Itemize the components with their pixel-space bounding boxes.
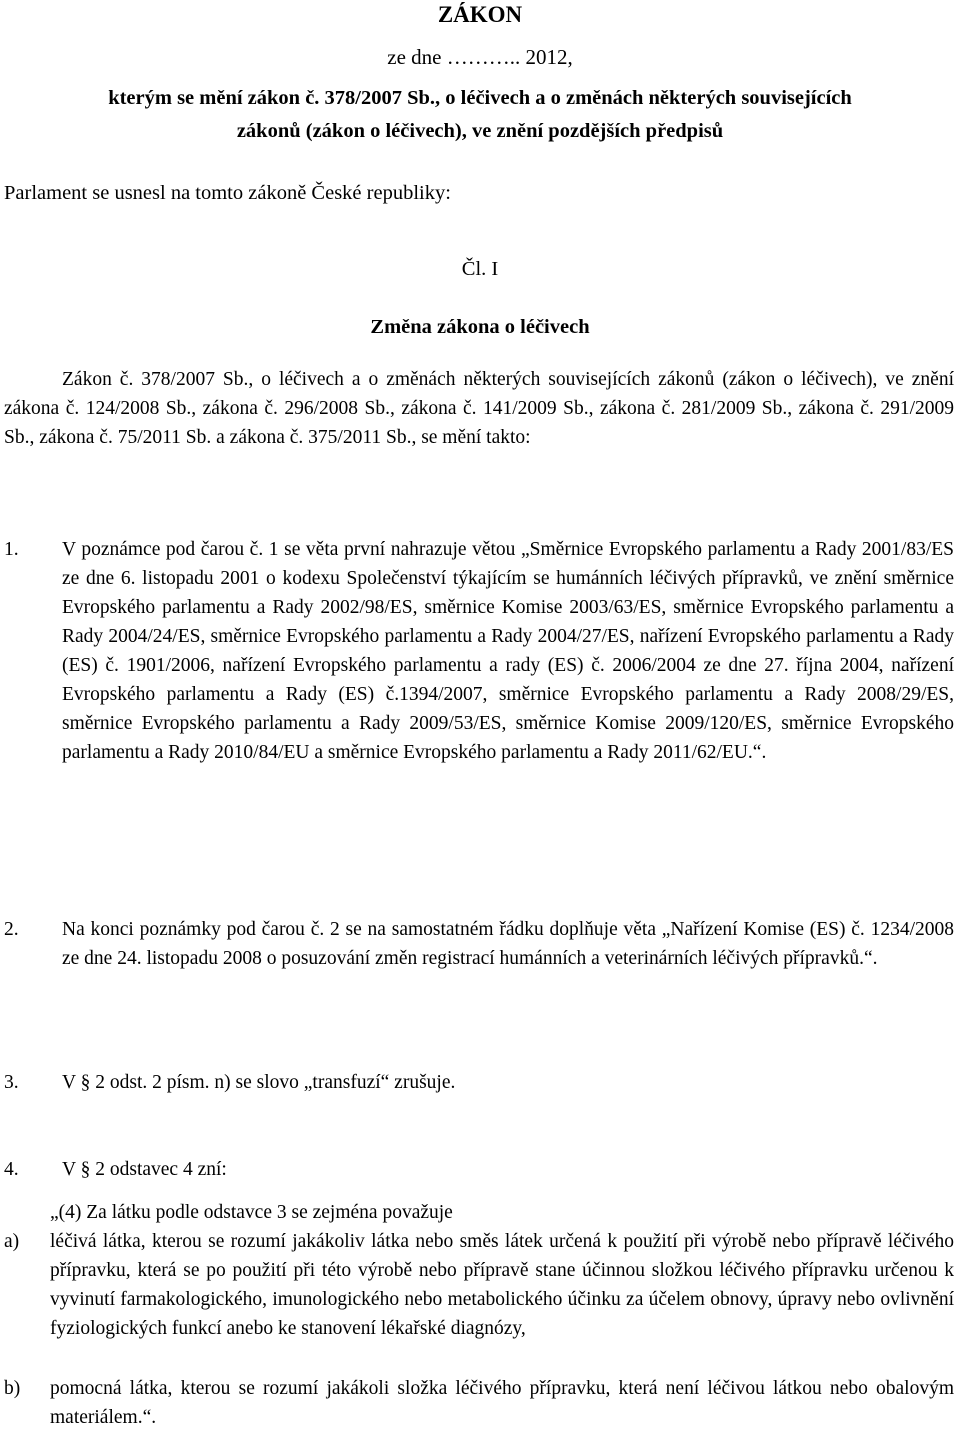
sub-item-label: b) — [4, 1378, 21, 1399]
amendment-item-2 — [4, 915, 954, 973]
article-heading: Změna zákona o léčivech — [370, 316, 590, 338]
amendment-item-3 — [4, 1068, 954, 1097]
sub-item-label: a) — [4, 1231, 20, 1252]
document-title: ZÁKON — [437, 2, 523, 27]
item-text: V § 2 odst. 2 písm. n) se slovo „transfuzí“ zrušuje. — [62, 1072, 456, 1093]
item-text: Na konci poznámky pod čarou č. 2 se na samostatném řádku doplňuje věta „Nařízení Komise (ES) č. 1234/2008 ze dne 24. listopadu 2008 o posuzování změn registrací humánních a veterinárních léčivých přípravků.“. — [62, 919, 954, 969]
item-text: V poznámce pod čarou č. 1 se věta první nahrazuje větou „Směrnice Evropského parlamentu a Rady 2001/83/ES ze dne 6. listopadu 2001 o kodexu Společenství týkajícím se humánních léčivých přípravků, ve znění směrnice Evropského parlamentu a Rady 2002/98/ES, směrnice Komise 2003/63/ES, směrnice Evropského parlamentu a Rady 2004/24/ES, směrnice Evropského parlamentu a Rady 2004/27/ES, nařízení Evropského parlamentu a Rady (ES) č. 1901/2006, nařízení Evropského parlamentu a rady (ES) č. 2006/2004 ze dne 27. října 2004, nařízení Evropského parlamentu a Rady (ES) č.1394/2007, směrnice Evropského parlamentu a Rady 2008/29/ES, směrnice Evropského parlamentu a Rady 2009/53/ES, směrnice Komise 2009/120/ES, směrnice Evropského parlamentu a Rady 2010/84/EU a směrnice Evropského parlamentu a Rady 2011/62/EU.“. — [62, 539, 954, 763]
date-line: ze dne ……….. 2012, — [387, 45, 573, 69]
preamble: Parlament se usnesl na tomto zákoně České republiky: — [4, 182, 451, 204]
amendment-item-1 — [4, 535, 954, 767]
amendment-item-4 — [4, 1155, 954, 1184]
quoted-paragraph-intro: „(4) Za látku podle odstavce 3 se zejména považuje — [50, 1202, 453, 1223]
sub-item-b — [4, 1374, 954, 1432]
sub-item-text: pomocná látka, kterou se rozumí jakákoli složka léčivého přípravku, která není léčivou látkou nebo obalovým materiálem.“. — [50, 1378, 954, 1428]
subtitle-line-1: kterým se mění zákon č. 378/2007 Sb., o léčivech a o změnách některých souvisejících — [108, 87, 852, 109]
document-subtitle — [60, 82, 900, 148]
sub-item-text: léčivá látka, kterou se rozumí jakákoliv látka nebo směs látek určená k použití při výrobě nebo přípravě léčivého přípravku, která se po použití při této výrobě nebo přípravě stane účinnou složkou léčivého přípravku určenou k vyvinutí farmakologického, imunologického nebo metabolického účinku za účelem obnovy, úpravy nebo ovlivnění fyziologických funkcí anebo ke stanovení lékařské diagnózy, — [50, 1231, 954, 1339]
sub-item-a — [4, 1227, 954, 1343]
intro-paragraph: Zákon č. 378/2007 Sb., o léčivech a o změnách některých souvisejících zákonů (zákon o léčivech), ve znění zákona č. 124/2008 Sb., zákona č. 296/2008 Sb., zákona č. 141/2009 Sb., zákona č. 281/2009 Sb., zákona č. 291/2009 Sb., zákona č. 75/2011 Sb. a zákona č. 375/2011 Sb., se mění takto: — [4, 369, 954, 448]
subtitle-line-2: zákonů (zákon o léčivech), ve znění pozdějších předpisů — [236, 120, 724, 142]
item-number: 1. — [4, 539, 19, 560]
item-number: 4. — [4, 1159, 19, 1180]
item-number: 2. — [4, 919, 19, 940]
item-text: V § 2 odstavec 4 zní: — [62, 1159, 227, 1180]
article-number: Čl. I — [461, 258, 499, 280]
item-number: 3. — [4, 1072, 19, 1093]
